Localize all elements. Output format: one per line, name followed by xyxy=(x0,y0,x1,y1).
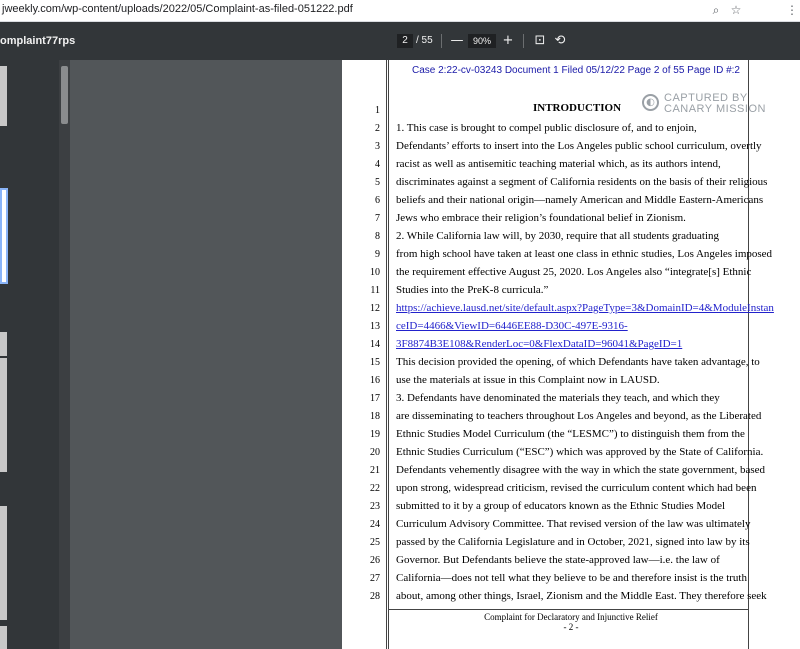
line-number: 27 xyxy=(370,573,380,584)
page-thumbnail-selected[interactable] xyxy=(0,188,8,284)
rotate-icon[interactable]: ⟲ xyxy=(554,33,566,48)
page-thumbnail[interactable] xyxy=(0,626,7,649)
bookmark-star-icon[interactable]: ☆ xyxy=(730,3,742,17)
text-line: Curriculum Advisory Committee. That revised version of the law was ultimately xyxy=(396,518,751,530)
url-link-line[interactable]: https://achieve.lausd.net/site/default.aspx?PageType=3&DomainID=4&ModuleInstan xyxy=(396,302,774,314)
text-line: Defendants’ efforts to insert into the Los Angeles public school curriculum, overtly xyxy=(396,140,762,152)
page-thumbnail[interactable] xyxy=(0,358,7,472)
zoom-icon[interactable]: ⌕ xyxy=(712,3,720,17)
case-header: Case 2:22-cv-03243 Document 1 Filed 05/12/22 Page 2 of 55 Page ID #:2 xyxy=(412,65,740,76)
text-line: Studies into the PreK-8 curricula.” xyxy=(396,284,549,296)
line-number: 16 xyxy=(370,375,380,386)
line-number: 6 xyxy=(375,195,380,206)
page-number-input[interactable]: 2 xyxy=(397,34,413,48)
margin-rule xyxy=(386,60,387,649)
text-line: 1. This case is brought to compel public disclosure of, and to enjoin, xyxy=(396,122,697,134)
url-link-line[interactable]: 3F8874B3E108&RenderLoc=0&FlexDataID=96041&PageID=1 xyxy=(396,338,683,350)
line-number: 2 xyxy=(375,123,380,134)
line-number: 10 xyxy=(370,267,380,278)
line-number: 26 xyxy=(370,555,380,566)
url-link-line[interactable]: ceID=4466&ViewID=6446EE88-D30C-497E-9316- xyxy=(396,320,628,332)
line-number: 8 xyxy=(375,231,380,242)
pdf-page xyxy=(342,60,800,649)
line-number: 9 xyxy=(375,249,380,260)
page-thumbnail[interactable] xyxy=(0,332,7,356)
zoom-out-button[interactable]: — xyxy=(450,33,464,48)
line-number: 13 xyxy=(370,321,380,332)
text-line: Jews who embrace their religion’s foundational belief in Zionism. xyxy=(396,212,686,224)
browser-address-bar[interactable] xyxy=(0,0,800,22)
line-number: 25 xyxy=(370,537,380,548)
line-number: 14 xyxy=(370,339,380,350)
page-footer: Complaint for Declaratory and Injunctive Relief xyxy=(484,612,658,622)
text-line: California—does not tell what they believe to be and therefore insist is the truth xyxy=(396,572,747,584)
section-heading: INTRODUCTION xyxy=(533,102,622,114)
text-line: from high school have taken at least one class in ethnic studies, Los Angeles imposed xyxy=(396,248,773,260)
text-line: Defendants vehemently disagree with the way in which the state government, based xyxy=(396,464,765,476)
watermark-line1: CAPTURED BY xyxy=(664,92,748,104)
line-number: 20 xyxy=(370,447,380,458)
line-number: 4 xyxy=(375,159,380,170)
sidebar-scroll-thumb[interactable] xyxy=(61,66,68,124)
watermark-line2: CANARY MISSION xyxy=(664,103,766,115)
line-number: 17 xyxy=(370,393,380,404)
text-line: discriminates against a segment of California residents on the basis of their religious xyxy=(396,176,768,188)
toolbar-divider xyxy=(523,34,524,48)
page-total: / 55 xyxy=(416,35,433,46)
line-number: 12 xyxy=(370,303,380,314)
footer-rule xyxy=(388,609,748,610)
text-line: 3. Defendants have denominated the materials they teach, and which they xyxy=(396,392,720,404)
line-number: 23 xyxy=(370,501,380,512)
line-number: 21 xyxy=(370,465,380,476)
line-number: 15 xyxy=(370,357,380,368)
sidebar-scrollbar[interactable] xyxy=(59,60,70,649)
text-line: the requirement effective August 25, 2020. Los Angeles also “integrate[s] Ethnic xyxy=(396,266,752,278)
page-thumbnail[interactable] xyxy=(0,66,7,126)
text-line: about, among other things, Israel, Zionism and the Middle East. They therefore seek xyxy=(396,590,767,602)
text-line: upon strong, widespread criticism, revised the curriculum content which had been xyxy=(396,482,757,494)
line-number: 24 xyxy=(370,519,380,530)
line-number: 22 xyxy=(370,483,380,494)
captured-watermark xyxy=(642,93,772,115)
document-title: omplaint77rps xyxy=(0,35,76,47)
text-line: submitted to it by a group of educators known as the Ethnic Studies Model xyxy=(396,500,726,512)
text-line: Ethnic Studies Curriculum (“ESC”) which was approved by the State of California. xyxy=(396,446,764,458)
menu-dots-icon[interactable]: ⋮ xyxy=(786,3,798,17)
text-line: are disseminating to teachers throughout Los Angeles and beyond, as the Liberated xyxy=(396,410,762,422)
text-line: beliefs and their national origin—namely American and Middle Eastern-Americans xyxy=(396,194,764,206)
zoom-in-button[interactable]: + xyxy=(502,33,514,48)
line-number: 3 xyxy=(375,141,380,152)
url-text[interactable]: jweekly.com/wp-content/uploads/2022/05/Complaint-as-filed-051222.pdf xyxy=(2,3,353,15)
line-number: 11 xyxy=(370,285,380,296)
thumbnail-sidebar xyxy=(0,60,70,649)
line-number: 19 xyxy=(370,429,380,440)
text-line: 2. While California law will, by 2030, require that all students graduating xyxy=(396,230,720,242)
text-line: use the materials at issue in this Complaint now in LAUSD. xyxy=(396,374,660,386)
line-number: 28 xyxy=(370,591,380,602)
text-line: Ethnic Studies Model Curriculum (the “LESMC”) to distinguish them from the xyxy=(396,428,745,440)
text-line: This decision provided the opening, of which Defendants have taken advantage, to xyxy=(396,356,760,368)
line-number: 5 xyxy=(375,177,380,188)
canary-logo-icon: ◐ xyxy=(642,94,659,111)
text-line: Governor. But Defendants believe the state-approved law—i.e. the law of xyxy=(396,554,720,566)
fit-page-icon[interactable]: ⊡ xyxy=(534,33,546,48)
page-number-footer: - 2 - xyxy=(563,622,579,632)
toolbar-divider xyxy=(441,34,442,48)
pdf-toolbar xyxy=(0,22,800,60)
margin-rule xyxy=(388,60,389,649)
line-number: 18 xyxy=(370,411,380,422)
zoom-level-input[interactable]: 90% xyxy=(468,34,496,48)
page-thumbnail[interactable] xyxy=(0,506,7,620)
text-line: racist as well as antisemitic teaching material which, as its authors intend, xyxy=(396,158,721,170)
text-line: passed by the California Legislature and in October, 2021, signed into law by its xyxy=(396,536,750,548)
line-number: 1 xyxy=(375,105,380,116)
line-number: 7 xyxy=(375,213,380,224)
